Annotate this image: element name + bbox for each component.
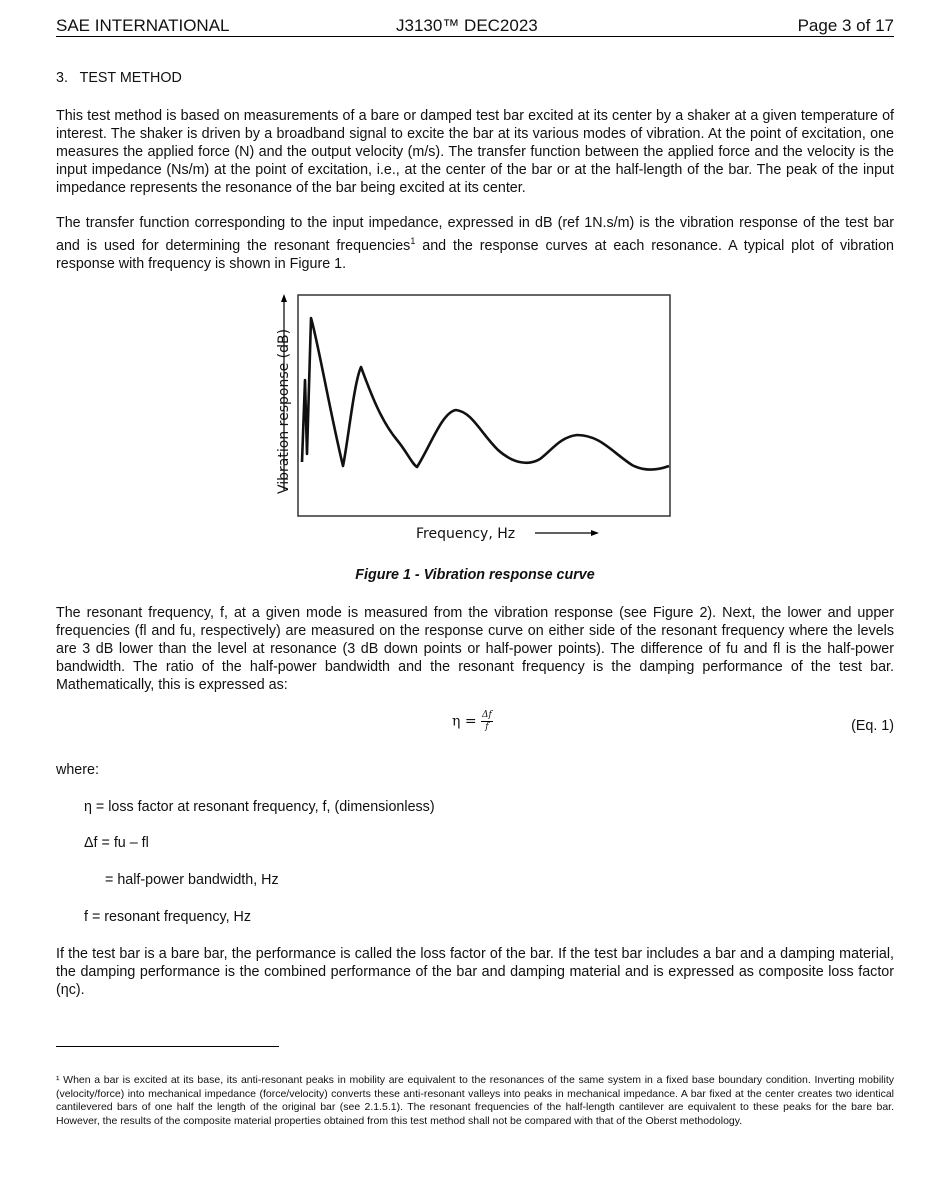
equation-numerator: Δf — [482, 710, 492, 720]
footnote-marker: 1 — [410, 236, 416, 246]
response-curve — [302, 318, 669, 470]
footnote-1: ¹ When a bar is excited at its base, its anti-resonant peaks in mobility are equivalent to the resonances of the same system in a fixed base boundary condition. Inverting mobility (velocity/force) into mechanical impedance (force/velocity) converts these anti-resonant valleys into peaks in mechanical impedance. A bar fixed at the center creates two identical cantilevered bars of one half the length of the original bar (see 2.1.5.1). The resonant frequencies of the half-length cantilever are equivalent to these peaks for the bare bar. However, the results of the composite material properties obtained from this test method shall not be compared with that of the Oberst methodology. — [56, 1074, 894, 1127]
paragraph-2-text-a: The transfer function corresponding to the input impedance, expressed in dB (ref 1N.s/m) is the vibration response of the test bar and is used for determining the resonant frequencies — [56, 215, 894, 254]
paragraph-4: If the test bar is a bare bar, the performance is called the loss factor of the bar. If the test bar includes a bar and a damping material, the damping performance is the combined performance of the bar and damping material and is expressed as composite loss factor (ηc). — [56, 946, 894, 998]
where-label: where: — [56, 762, 99, 778]
figure-caption: Figure 1 - Vibration response curve — [355, 567, 595, 583]
x-axis-arrow-head — [591, 530, 599, 536]
y-axis-label: Vibration response (dB) — [276, 328, 292, 494]
section-heading — [56, 70, 182, 86]
figure-1 — [260, 282, 690, 552]
equation-fraction — [481, 710, 493, 733]
y-axis-arrow-head — [281, 294, 287, 302]
def-delta-f-desc: = half-power bandwidth, Hz — [105, 872, 279, 888]
section-number: 3. — [56, 70, 68, 86]
def-delta-f: Δf = fu – fl — [84, 835, 149, 851]
header-page-number: Page 3 of 17 — [797, 16, 894, 35]
paragraph-2 — [56, 214, 894, 273]
header-org: SAE INTERNATIONAL — [56, 16, 230, 35]
section-title: TEST METHOD — [79, 70, 182, 86]
header-doc-id: J3130™ DEC2023 — [396, 16, 538, 35]
paragraph-2-text-b: and the response curves at each resonance. A typical plot of vibration response with frequency is shown in Figure 1. — [56, 237, 894, 272]
page-header — [56, 16, 894, 37]
def-eta: η = loss factor at resonant frequency, f, (dimensionless) — [84, 799, 435, 815]
footnote-rule — [56, 1046, 279, 1047]
def-f: f = resonant frequency, Hz — [84, 909, 252, 925]
equation-lhs: η = — [452, 713, 477, 730]
equation-1 — [452, 710, 493, 733]
equation-denominator: f — [485, 722, 489, 732]
equation-label: (Eq. 1) — [851, 718, 894, 734]
x-axis-label: Frequency, Hz — [416, 526, 516, 542]
paragraph-3: The resonant frequency, f, at a given mode is measured from the vibration response (see Figure 2). Next, the lower and upper frequencies (fl and fu, respectively) are measured on the response curve on either side of the resonant frequency where the levels are 3 dB lower than the level at resonance (3 dB down points or half-power points). The difference of fu and fl is the half-power bandwidth. The ratio of the half-power bandwidth and the resonant frequency is the damping performance of the test bar. Mathematically, this is expressed as: — [56, 605, 894, 693]
paragraph-1: This test method is based on measurements of a bare or damped test bar excited at its center by a shaker at a given temperature of interest. The shaker is driven by a broadband signal to excite the bar at its various modes of vibration. At the point of excitation, one measures the applied force (N) and the output velocity (m/s). The transfer function between the applied force and the velocity is the input impedance (Ns/m) at the point of excitation, i.e., at the center of the bar or at the half-length of the bar. The peak of the input impedance represents the resonance of the bar being excited at its center. — [56, 108, 894, 196]
vibration-response-plot — [260, 282, 690, 552]
